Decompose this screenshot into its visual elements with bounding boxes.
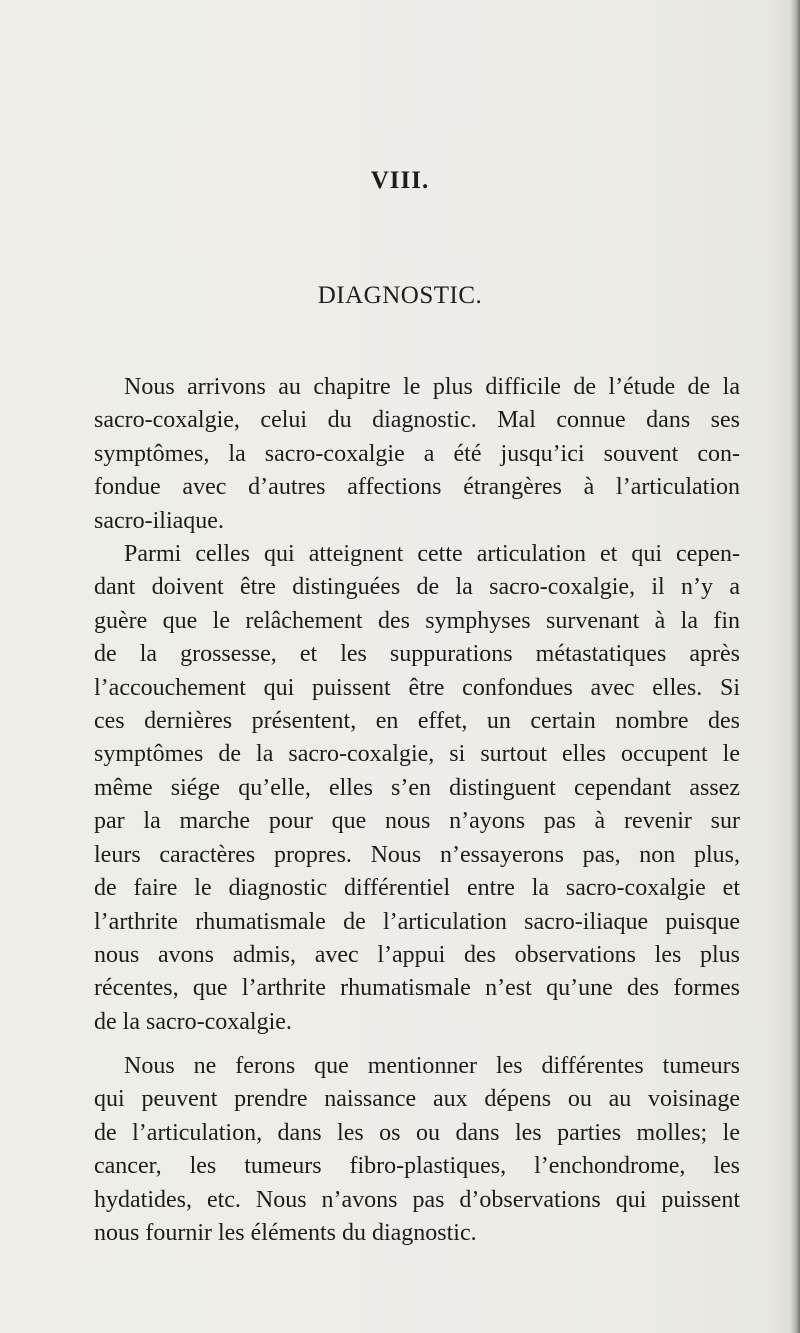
text-line: Nous arrivons au chapitre le plus difficile de l’étude de la bbox=[124, 374, 740, 400]
text-line: dant doivent être distinguées de la sacro-coxalgie, il n’y a bbox=[94, 574, 740, 601]
chapter-title: DIAGNOSTIC. bbox=[317, 282, 483, 309]
text-line: fondue avec d’autres affections étrangères à l’articulation bbox=[94, 474, 740, 501]
text-line: symptômes, la sacro-coxalgie a été jusqu’ici souvent con- bbox=[94, 440, 740, 467]
text-line: de la sacro-coxalgie. bbox=[94, 1008, 292, 1035]
text-line: nous fournir les éléments du diagnostic. bbox=[94, 1220, 477, 1247]
text-line: de la grossesse, et les suppurations métastatiques après bbox=[94, 641, 740, 668]
text-line: hydatides, etc. Nous n’avons pas d’observations qui puissent bbox=[94, 1186, 740, 1213]
text-line: récentes, que l’arthrite rhumatismale n’est qu’une des formes bbox=[94, 975, 740, 1002]
text-line: qui peuvent prendre naissance aux dépens ou au voisinage bbox=[94, 1086, 740, 1113]
chapter-number: VIII. bbox=[370, 167, 430, 194]
text-line: Nous ne ferons que mentionner les différentes tumeurs bbox=[124, 1053, 740, 1079]
text-line: par la marche pour que nous n’ayons pas à revenir sur bbox=[94, 808, 740, 835]
text-line: sacro-coxalgie, celui du diagnostic. Mal connue dans ses bbox=[94, 407, 740, 434]
page-binding-edge bbox=[790, 0, 800, 1333]
text-line: Parmi celles qui atteignent cette articulation et qui cepen- bbox=[124, 541, 740, 568]
text-line: sacro-iliaque. bbox=[94, 507, 224, 534]
text-line: nous avons admis, avec l’appui des observations les plus bbox=[94, 941, 740, 968]
text-line: de l’articulation, dans les os ou dans les parties molles; le bbox=[94, 1119, 740, 1146]
paragraph-1 bbox=[94, 371, 740, 1039]
paragraph-2 bbox=[94, 1050, 740, 1250]
text-line: ces dernières présentent, en effet, un certain nombre des bbox=[94, 708, 740, 735]
text-line: symptômes de la sacro-coxalgie, si surtout elles occupent le bbox=[94, 741, 740, 768]
text-line: leurs caractères propres. Nous n’essayerons pas, non plus, bbox=[94, 841, 740, 868]
text-line: l’arthrite rhumatismale de l’articulation sacro-iliaque puisque bbox=[94, 908, 740, 935]
text-line: guère que le relâchement des symphyses survenant à la fin bbox=[94, 607, 740, 634]
text-line: l’accouchement qui puissent être confondues avec elles. Si bbox=[94, 674, 740, 701]
text-line: même siége qu’elle, elles s’en distinguent cependant assez bbox=[94, 774, 740, 801]
text-line: cancer, les tumeurs fibro-plastiques, l’enchondrome, les bbox=[94, 1153, 740, 1180]
text-line: de faire le diagnostic différentiel entre la sacro-coxalgie et bbox=[94, 875, 740, 902]
